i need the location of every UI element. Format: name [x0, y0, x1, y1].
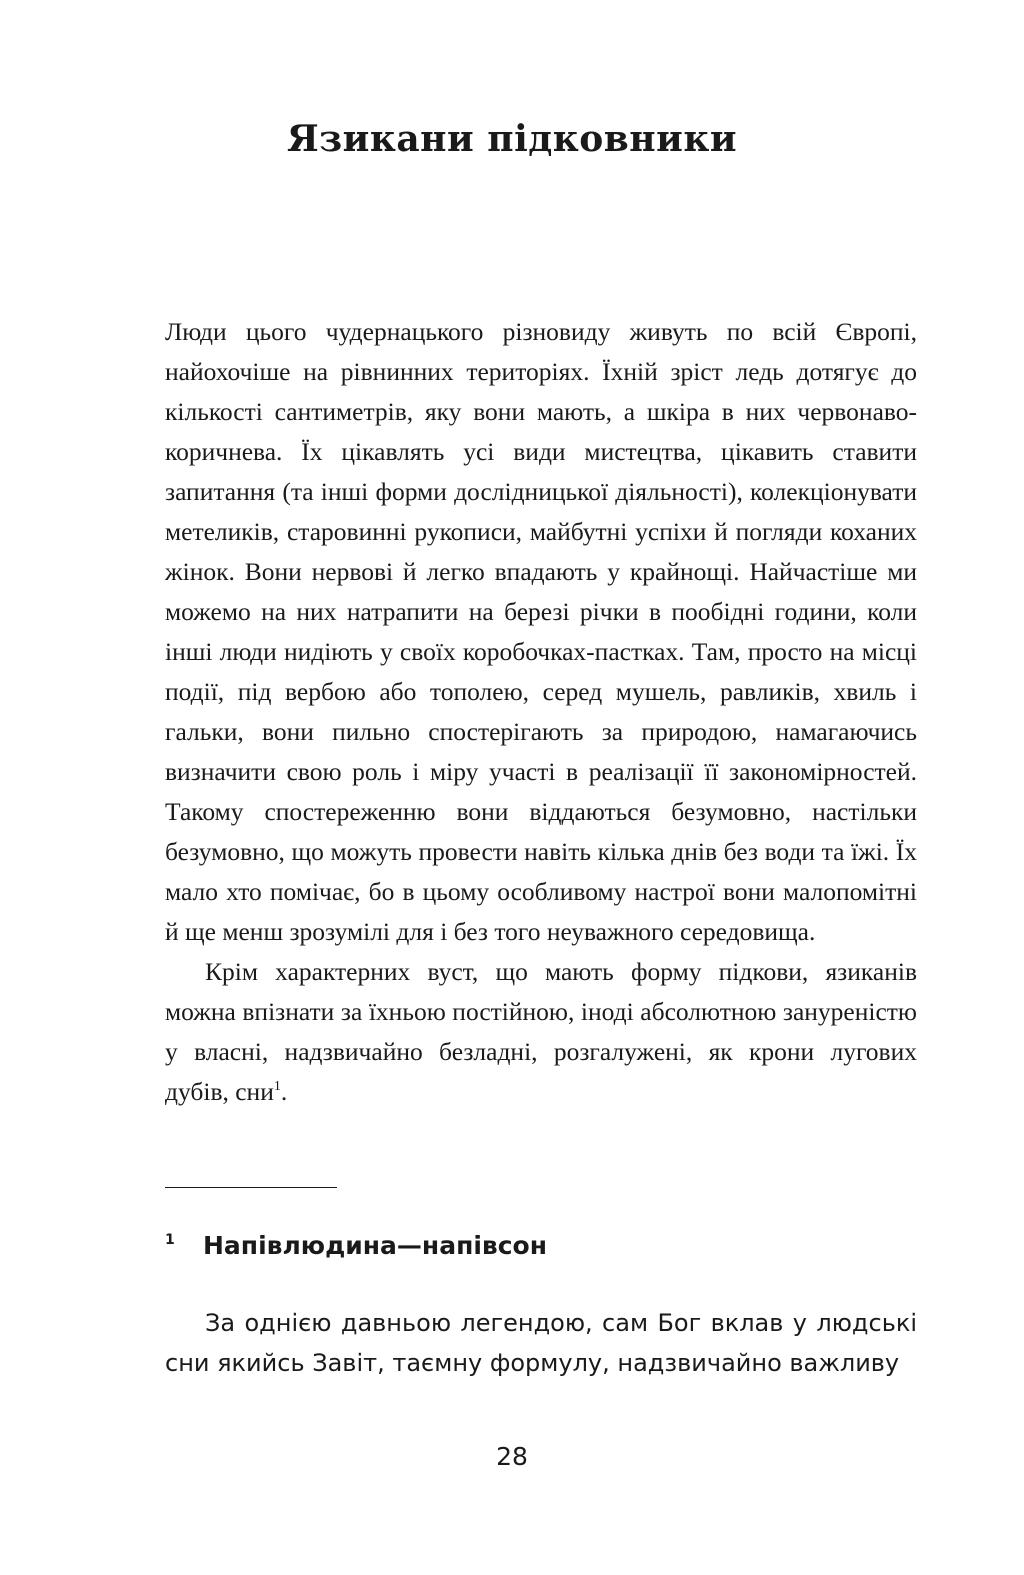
footnote-paragraph: За однією давньою легендою, сам Бог вклав у людські сни якийсь Завіт, таємну формулу, надзвичайно важливу: [165, 1309, 917, 1377]
footnote-title: Напівлюдина—напівсон: [203, 1231, 547, 1260]
paragraph-2-text: Крім характерних вуст, що мають форму підкови, язиканів можна впізнати за їхньою постійною, іноді абсолютною зануреністю у власні, надзвичайно безладні, розгалужені, як крони лугових дубів, сни: [165, 957, 917, 1106]
footnote-heading: 1 Напівлюдина—напівсон: [165, 1231, 547, 1260]
footnote-body: [165, 1303, 917, 1383]
chapter-title: Язикани підковники: [286, 118, 738, 160]
footnote-divider: [165, 1187, 337, 1188]
main-text: [165, 312, 917, 1112]
footnote-reference: 1: [273, 1079, 281, 1094]
page-number: 28: [496, 1442, 528, 1471]
paragraph-1: Люди цього чудернацького різновиду живуть по всій Європі, найохочіше на рівнинних територіях. Їхній зріст ледь дотягує до кількості сантиметрів, яку вони мають, а шкіра в них червонаво-коричнева. Їх цікавлять усі види мистецтва, цікавить ставити запитання (та інші форми дослідницької діяльності), колекціонувати метеликів, старовинні рукописи, майбутні успіхи й погляди коханих жінок. Вони нервові й легко впадають у крайнощі. Найчастіше ми можемо на них натрапити на березі річки в пообідні години, коли інші люди нидіють у своїх коробочках-пастках. Там, просто на місці події, під вербою або тополею, серед мушель, равликів, хвиль і гальки, вони пильно спостерігають за природою, намагаючись визначити свою роль і міру участі в реалізації її закономірностей. Такому спостереженню вони віддаються безумовно, настільки безумовно, що можуть провести навіть кілька днів без води та їжі. Їх мало хто помічає, бо в цьому особливому настрої вони малопомітні й ще менш зрозумілі для і без того неуважного середовища.: [165, 317, 917, 946]
paragraph-2: Крім характерних вуст, що мають форму підкови, язиканів можна впізнати за їхньою постійною, іноді абсолютною зануреністю у власні, надзвичайно безладні, розгалужені, як крони лугових дубів, сни$^1$.: [165, 957, 917, 1106]
